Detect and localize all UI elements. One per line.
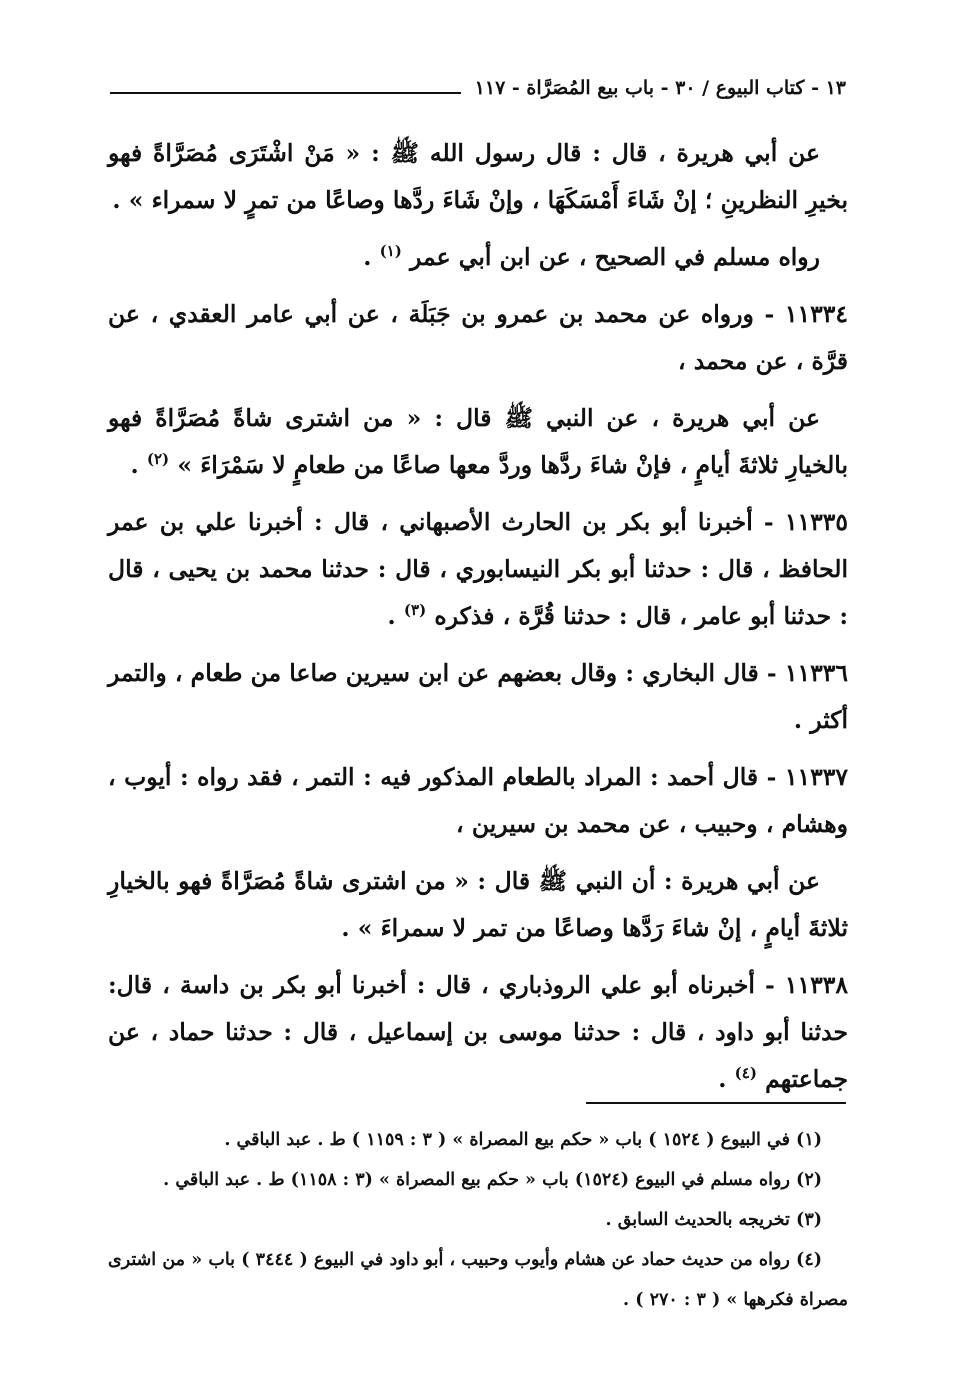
footnote-divider <box>586 1102 846 1104</box>
footnote-1: (١) في البيوع ( ١٥٢٤ ) باب « حكم بيع المصراة » ( ٣ : ١١٥٩ ) ط . عبد الباقي . <box>224 1130 822 1150</box>
paragraph-11336: ١١٣٣٦ - قال البخاري : وقال بعضهم عن ابن سيرين صاعا من طعام ، والتمر أكثر . <box>108 659 848 734</box>
paragraph-narration-1: رواه مسلم في الصحيح ، عن ابن أبي عمر $^{(١)}$ . <box>363 242 820 271</box>
footnotes <box>108 1120 848 1320</box>
footnote-ref-1[interactable]: (١) <box>379 242 402 261</box>
paragraph-11337: ١١٣٣٧ - قال أحمد : المراد بالطعام المذكور فيه : التمر ، فقد رواه : أيوب ، وهشام ، وحبيب ، عن محمد بن سيرين ، <box>108 763 848 838</box>
footnote-4: (٤) رواه من حديث حماد عن هشام وأيوب وحبيب ، أبو داود في البيوع ( ٣٤٤٤ ) باب « من اشترى مصراة فكرهها » ( ٣ : ٢٧٠ ) . <box>108 1250 848 1310</box>
paragraph-hadith-2: عن أبي هريرة ، عن النبي ﷺ قال : « من اشترى شاةً مُصَرَّاةً فهو بالخيارِ ثلاثةَ أيامٍ ، فإنْ شاءَ ردَّها وردَّ معها صاعًا من طعامٍ لا سَمْرَاءَ » $^{(٢)}$ . <box>108 404 848 479</box>
paragraph-11335: ١١٣٣٥ - أخبرنا أبو بكر بن الحارث الأصبهاني ، قال : أخبرنا علي بن عمر الحافظ ، قال : حدثنا أبو بكر النيسابوري ، قال : حدثنا محمد بن يحيى ، قال : حدثنا أبو عامر ، قال : حدثنا قُرَّة ، فذكره $^{(٣)}$ . <box>108 508 848 630</box>
paragraph-11334: ١١٣٣٤ - ورواه عن محمد بن عمرو بن جَبَلَة ، عن أبي عامر العقدي ، عن قرَّة ، عن محمد ، <box>108 300 848 375</box>
footnote-3: (٣) تخريجه بالحديث السابق . <box>605 1210 822 1230</box>
header-rule <box>110 92 461 94</box>
footnote-ref-4[interactable]: (٤) <box>734 1064 757 1083</box>
paragraph-hadith-1: عن أبي هريرة ، قال : قال رسول الله ﷺ : « مَنْ اشْتَرَى مُصَرَّاةً فهو بخيرِ النظرينِ ؛ إنْ شَاءَ أَمْسَكَهَا ، وإنْ شَاءَ ردَّها وصاعًا من تمرٍ لا سمراء » . <box>108 139 848 214</box>
running-header <box>110 70 846 106</box>
footnote-ref-3[interactable]: (٣) <box>403 601 427 620</box>
main-text <box>108 130 848 1113</box>
footnote-2: (٢) رواه مسلم في البيوع (١٥٢٤) باب « حكم بيع المصراة » (٣ : ١١٥٨) ط . عبد الباقي . <box>163 1170 822 1190</box>
paragraph-hadith-3: عن أبي هريرة : أن النبي ﷺ قال : « من اشترى شاةً مُصَرَّاةً فهو بالخيارِ ثلاثةَ أيامٍ ، إنْ شاءَ رَدَّها وصاعًا من تمر لا سمراءَ » . <box>108 867 848 942</box>
footnote-ref-2[interactable]: (٢) <box>146 450 170 469</box>
paragraph-11338: ١١٣٣٨ - أخبرناه أبو علي الروذباري ، قال : أخبرنا أبو بكر بن داسة ، قال: حدثنا أبو داود ، قال : حدثنا موسى بن إسماعيل ، قال : حدثنا حماد ، عن جماعتهم $^{(٤)}$ . <box>108 971 848 1093</box>
header-text: ١٣ - كتاب البيوع / ٣٠ - باب بيع المُصَرَّاة - ١١٧ <box>474 77 846 99</box>
